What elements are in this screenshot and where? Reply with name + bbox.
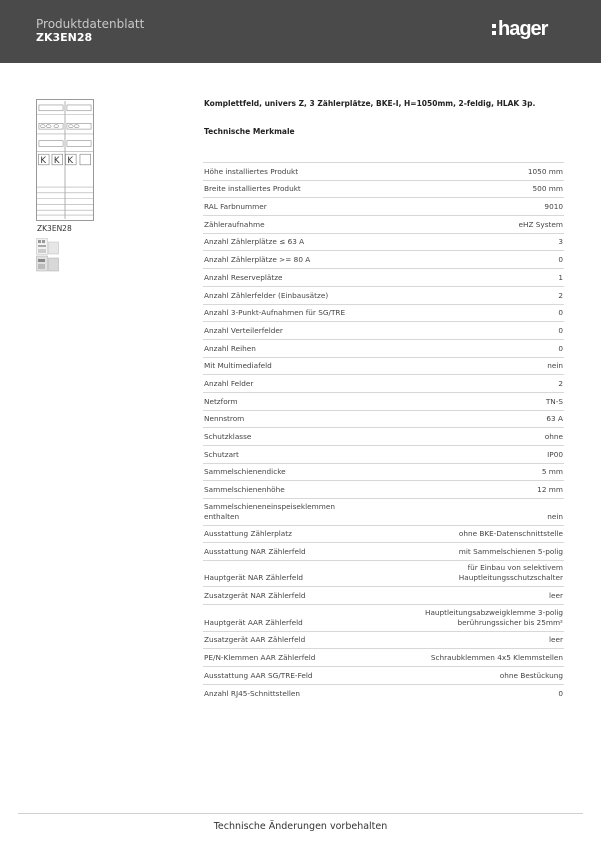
table-row: [203, 667, 564, 685]
spec-label: Anzahl 3-Punkt-Aufnahmen für SG/TRE: [204, 308, 346, 318]
spec-label: Anzahl Reihen: [204, 343, 256, 353]
spec-label: Anzahl Reserveplätze: [204, 272, 283, 282]
spec-label: Sammelschienendicke: [204, 467, 286, 477]
spec-value: nein: [547, 511, 563, 521]
spec-value: ohne BKE-Datenschnittstelle: [458, 529, 563, 539]
spec-label: Hauptgerät NAR Zählerfeld: [204, 573, 304, 583]
spec-value: ohne Bestückung: [499, 670, 563, 680]
spec-label: Anzahl Zählerplätze ≤ 63 A: [204, 237, 305, 247]
table-row: [203, 393, 564, 411]
spec-value: Hauptleitungsabzweigklemme 3-polig berührungssicher bis 25mm²: [424, 607, 563, 627]
spec-label: Breite installiertes Produkt: [204, 184, 301, 194]
spec-value: Schraubklemmen 4x5 Klemmstellen: [430, 653, 563, 662]
spec-label: Anzahl Felder: [204, 378, 254, 388]
section-title: Technische Merkmale: [204, 127, 295, 136]
product-code: ZK3EN28: [36, 31, 93, 44]
table-row: [203, 481, 564, 499]
spec-value: 0: [558, 689, 563, 699]
spec-value: 12 mm: [537, 485, 563, 495]
footer-note: Technische Änderungen vorbehalten: [213, 821, 388, 832]
meter-label: K: [53, 155, 60, 166]
table-row: [203, 322, 564, 340]
table-row: [203, 632, 564, 650]
drawing-caption: ZK3EN28: [37, 224, 72, 233]
spec-value: 2: [558, 290, 563, 300]
spec-value: mit Sammelschienen 5-polig: [458, 546, 563, 556]
table-row: [203, 216, 564, 234]
table-row: [203, 499, 564, 526]
meter-label: K: [40, 155, 47, 166]
spec-label: Zähleraufnahme: [204, 219, 265, 229]
spec-value: 1050 mm: [527, 166, 563, 176]
table-row: [203, 561, 564, 588]
table-row: [203, 198, 564, 216]
table-row: [203, 446, 564, 464]
table-row: [203, 375, 564, 393]
spec-value: 0: [558, 255, 563, 265]
spec-label: RAL Farbnummer: [204, 202, 267, 212]
table-row: [203, 685, 564, 703]
header-bar: [0, 0, 601, 63]
spec-value: 0: [558, 308, 563, 318]
spec-label: PE/N-Klemmen AAR Zählerfeld: [204, 653, 316, 662]
table-row: [203, 358, 564, 376]
spec-label: Ausstattung AAR SG/TRE-Feld: [204, 670, 313, 680]
spec-label: Ausstattung Zählerplatz: [204, 529, 292, 539]
table-row: [203, 181, 564, 199]
document-type: Produktdatenblatt: [36, 17, 145, 31]
spec-value: 2: [558, 378, 563, 388]
spec-label: Anzahl Zählerplätze >= 80 A: [204, 255, 311, 265]
table-row: [203, 305, 564, 323]
spec-value: 500 mm: [532, 184, 563, 194]
table-row: [203, 649, 564, 667]
spec-value: 5 mm: [541, 467, 563, 477]
product-thumbnail[interactable]: [36, 238, 60, 272]
spec-value: leer: [548, 635, 563, 645]
meter-label: K: [67, 155, 74, 166]
spec-label: Zusatzgerät AAR Zählerfeld: [204, 635, 306, 645]
spec-value: 0: [558, 325, 563, 335]
spec-label: Schutzart: [204, 449, 239, 459]
spec-value: IP00: [547, 449, 563, 459]
spec-label: Anzahl Verteilerfelder: [204, 325, 283, 335]
spec-label: Sammelschieneneinspeiseklemmen enthalten: [204, 501, 335, 521]
spec-label: Netzform: [204, 396, 238, 406]
product-drawing: [36, 99, 94, 221]
spec-value: 0: [558, 343, 563, 353]
table-row: [203, 526, 564, 544]
spec-label: Hauptgerät AAR Zählerfeld: [204, 617, 303, 627]
specs-table: [203, 162, 564, 702]
table-row: [203, 340, 564, 358]
table-row: [203, 287, 564, 305]
table-row: [203, 234, 564, 252]
spec-value: 3: [558, 237, 563, 247]
footer-divider: [18, 813, 583, 814]
table-row: [203, 543, 564, 561]
spec-value: leer: [548, 591, 563, 601]
spec-label: Ausstattung NAR Zählerfeld: [204, 546, 306, 556]
spec-value: 63 A: [546, 414, 563, 424]
spec-label: Anzahl RJ45-Schnittstellen: [204, 689, 300, 699]
spec-label: Anzahl Zählerfelder (Einbausätze): [204, 290, 329, 300]
table-row: [203, 269, 564, 287]
logo-dots-icon: [492, 24, 496, 35]
spec-value: ohne: [544, 432, 563, 441]
table-row: [203, 587, 564, 605]
spec-label: Nennstrom: [204, 414, 245, 424]
table-row: [203, 428, 564, 446]
table-row: [203, 251, 564, 269]
spec-label: Schutzklasse: [204, 432, 252, 441]
spec-label: Höhe installiertes Produkt: [204, 166, 299, 176]
brand-wordmark: hager: [498, 18, 548, 40]
table-row: [203, 163, 564, 181]
spec-label: Sammelschienenhöhe: [204, 485, 285, 495]
spec-value: eHZ System: [518, 219, 563, 229]
table-row: [203, 411, 564, 429]
table-row: [203, 464, 564, 482]
spec-label: Zusatzgerät NAR Zählerfeld: [204, 591, 306, 601]
spec-value: nein: [547, 361, 563, 371]
spec-value: 9010: [544, 202, 563, 212]
product-description: Komplettfeld, univers Z, 3 Zählerplätze, BKE-I, H=1050mm, 2-feldig, HLAK 3p.: [204, 99, 536, 108]
spec-value: TN-S: [545, 396, 563, 406]
brand-logo: [492, 18, 547, 41]
table-row: [203, 605, 564, 632]
spec-value: für Einbau von selektivem Hauptleitungsschutzschalter: [458, 563, 563, 583]
spec-value: 1: [558, 272, 563, 282]
spec-label: Mit Multimediafeld: [204, 361, 272, 371]
